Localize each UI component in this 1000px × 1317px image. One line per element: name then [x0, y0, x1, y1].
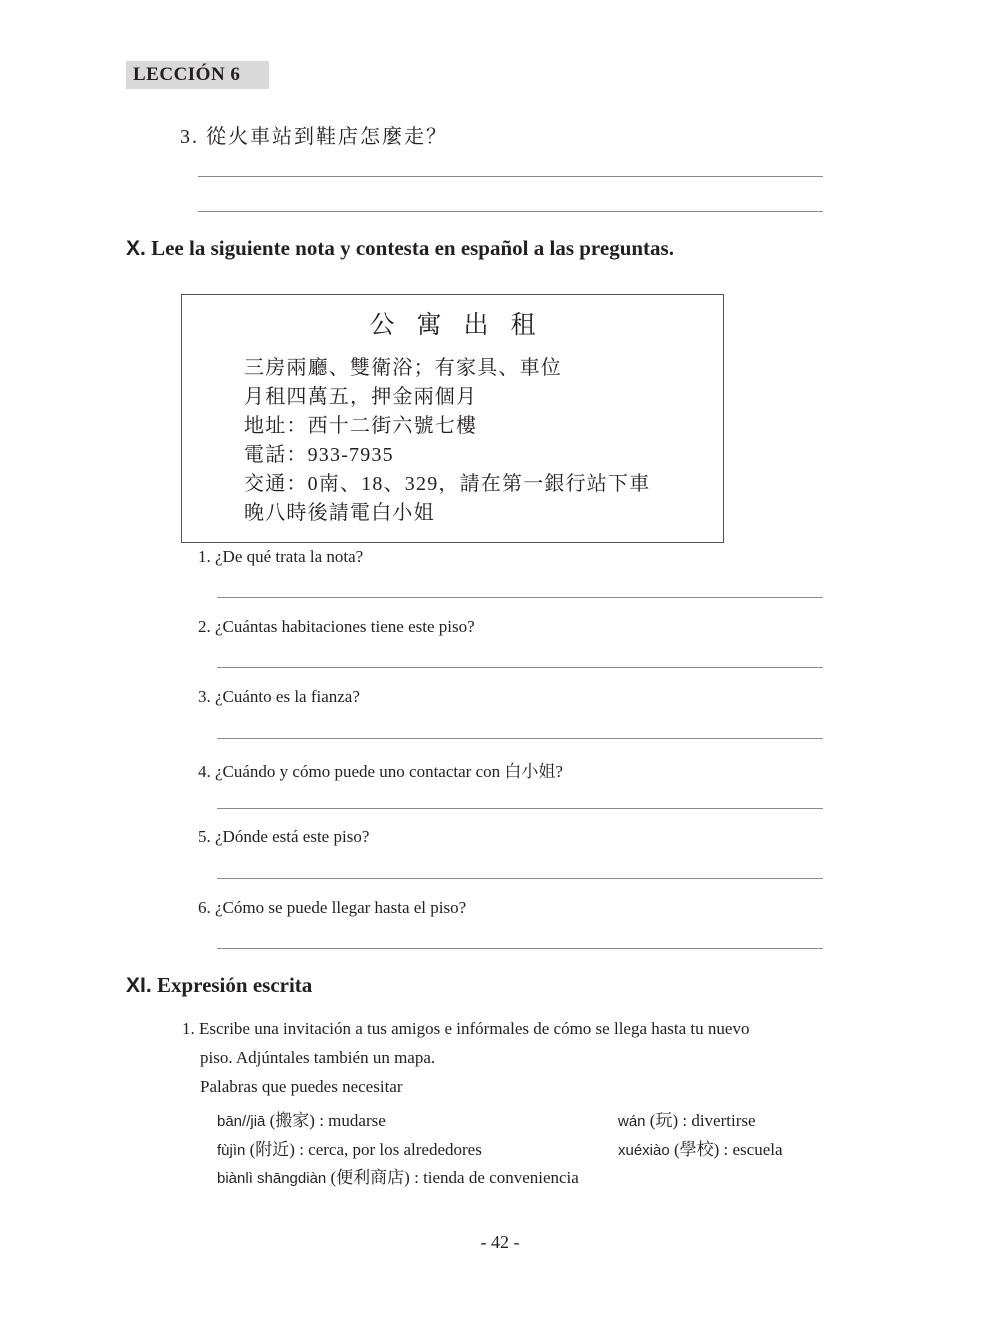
answer-line — [198, 176, 823, 177]
vocab-item — [618, 1135, 783, 1160]
vocab-meaning: : escuela — [719, 1140, 783, 1159]
note-line: 晚八時後請電白小姐 — [244, 502, 435, 524]
page-number: - 42 - — [480, 1232, 520, 1252]
writing-task-line-2: piso. Adjúntales también un mapa. — [200, 1048, 436, 1067]
note-line: 三房兩廳、雙衛浴；有家具、車位 — [244, 357, 562, 379]
answer-line — [198, 211, 823, 212]
vocab-meaning: : cerca, por los alrededores — [294, 1140, 482, 1159]
question-6: 6. ¿Cómo se puede llegar hasta el piso? — [198, 898, 467, 917]
vocab-item — [217, 1135, 482, 1160]
rental-note-box — [181, 294, 724, 543]
previous-question: 3. 從火車站到鞋店怎麼走？ — [180, 126, 448, 148]
vocab-pinyin: wán — [618, 1113, 646, 1130]
words-heading: Palabras que puedes necesitar — [200, 1077, 403, 1096]
answer-line — [217, 667, 823, 668]
question-4: 4. ¿Cuándo y cómo puede uno contactar con 白小姐? — [198, 762, 563, 781]
vocab-hanzi: (學校) — [673, 1140, 720, 1159]
note-title: 公寓出租 — [369, 312, 558, 339]
section-xi-number: XI. — [126, 974, 152, 997]
section-x-number: X. — [126, 237, 146, 260]
note-line: 月租四萬五，押金兩個月 — [244, 386, 478, 408]
note-line: 電話：933-7935 — [244, 444, 394, 466]
vocab-item — [217, 1106, 386, 1131]
vocab-item — [217, 1163, 579, 1188]
vocab-hanzi: (附近) — [249, 1140, 295, 1159]
vocab-pinyin: bān//jiā — [217, 1113, 266, 1130]
vocab-pinyin: fùjìn — [217, 1142, 246, 1159]
section-xi-heading — [126, 973, 312, 998]
answer-line — [217, 808, 823, 809]
answer-line — [217, 738, 823, 739]
answer-line — [217, 878, 823, 879]
vocab-meaning: : divertirse — [678, 1111, 756, 1130]
question-1: 1. ¿De qué trata la nota? — [198, 547, 364, 566]
vocab-pinyin: biànlì shāngdiàn — [217, 1170, 327, 1187]
lesson-label: LECCIÓN 6 — [126, 61, 269, 89]
answer-line — [217, 948, 823, 949]
note-line: 地址：西十二街六號七樓 — [244, 415, 478, 437]
section-xi-title: Expresión escrita — [156, 973, 313, 997]
section-x-title: Lee la siguiente nota y contesta en español a las preguntas. — [151, 236, 674, 260]
answer-line — [217, 597, 823, 598]
vocab-pinyin: xuéxiào — [618, 1142, 670, 1159]
vocab-meaning: : tienda de conveniencia — [409, 1168, 579, 1187]
note-line: 交通：0南、18、329，請在第一銀行站下車 — [244, 473, 651, 495]
question-2: 2. ¿Cuántas habitaciones tiene este piso? — [198, 617, 475, 636]
writing-task-line-1: 1. Escribe una invitación a tus amigos e infórmales de cómo se llega hasta tu nuevo — [182, 1019, 750, 1038]
section-x-heading — [126, 236, 674, 261]
vocab-hanzi: (玩) — [649, 1111, 679, 1130]
question-5: 5. ¿Dónde está este piso? — [198, 827, 370, 846]
vocab-meaning: : mudarse — [314, 1111, 386, 1130]
vocab-hanzi: (便利商店) — [330, 1168, 410, 1187]
question-3: 3. ¿Cuánto es la fianza? — [198, 687, 360, 706]
vocab-item — [618, 1106, 756, 1131]
vocab-hanzi: (搬家) — [269, 1111, 315, 1130]
